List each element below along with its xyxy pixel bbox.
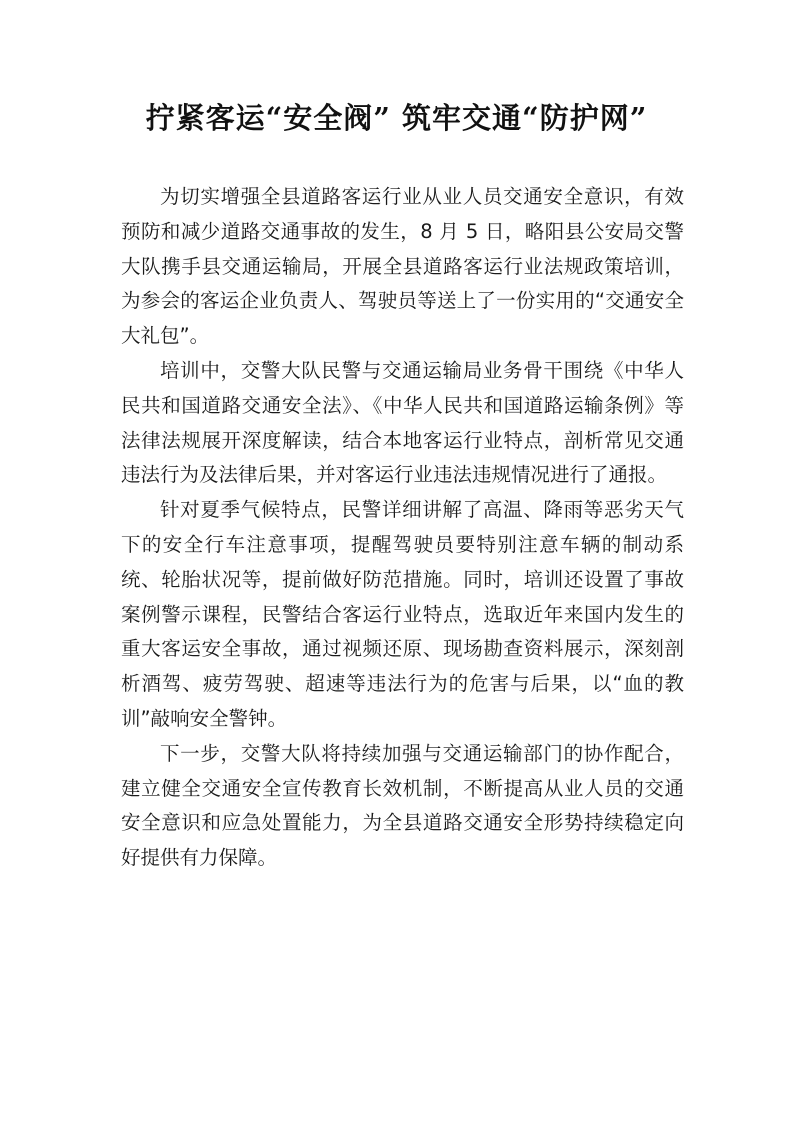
article-body <box>121 180 684 876</box>
paragraph-3: 针对夏季气候特点，民警详细讲解了高温、降雨等恶劣天气下的安全行车注意事项，提醒驾驶员要特别注意车辆的制动系统、轮胎状况等，提前做好防范措施。同时，培训还设置了事故案例警示课程，民警结合客运行业特点，选取近年来国内发生的重大客运安全事故，通过视频还原、现场勘查资料展示，深刻剖析酒驾、疲劳驾驶、超速等违法行为的危害与后果，以“血的教训”敲响安全警钟。 <box>121 498 684 730</box>
paragraph-2: 培训中，交警大队民警与交通运输局业务骨干围绕《中华人民共和国道路交通安全法》、《中华人民共和国道路运输条例》等法律法规展开深度解读，结合本地客运行业特点，剖析常见交通违法行为及法律后果，并对客运行业违法违规情况进行了通报。 <box>121 358 684 487</box>
document-title: 拧紧客运“安全阀” 筑牢交通“防护网” <box>145 101 648 135</box>
paragraph-1: 为切实增强全县道路客运行业从业人员交通安全意识，有效预防和减少道路交通事故的发生，8 月 5 日，略阳县公安局交警大队携手县交通运输局，开展全县道路客运行业法规政策培训，为参会的客运企业负责人、驾驶员等送上了一份实用的“交通安全大礼包”。 <box>121 185 684 348</box>
paragraph-4: 下一步，交警大队将持续加强与交通运输部门的协作配合，建立健全交通安全宣传教育长效机制，不断提高从业人员的交通安全意识和应急处置能力，为全县道路交通安全形势持续稳定向好提供有力保障。 <box>121 741 684 870</box>
